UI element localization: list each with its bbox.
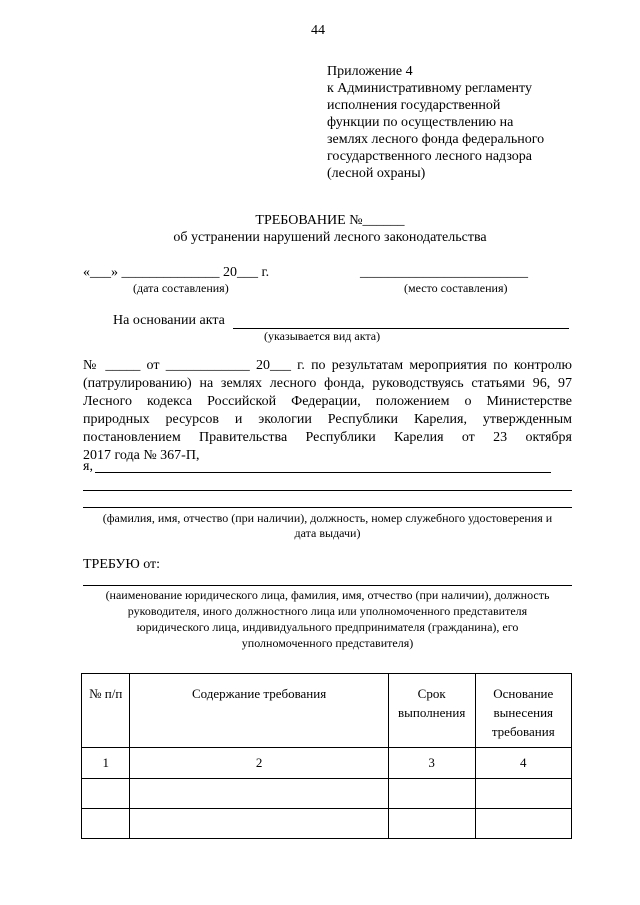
requirements-table — [81, 673, 572, 839]
body-line: 2017 года № 367-П, — [83, 448, 200, 463]
body-paragraph — [83, 357, 572, 465]
header-content: Содержание требования — [130, 674, 388, 748]
table-number-row — [82, 748, 572, 779]
header-basis: Основание вынесения требования — [475, 674, 571, 748]
document-title: ТРЕБОВАНИЕ №______ — [255, 213, 405, 228]
table-row — [82, 779, 572, 809]
table-cell[interactable] — [475, 809, 571, 839]
recipient-caption: юридического лица, индивидуального предпринимателя (гражданина), его — [136, 620, 519, 634]
body-line: (патрулированию) на землях лесного фонда, руководствуясь статьями 96, 97 — [83, 376, 572, 391]
table-cell[interactable] — [130, 809, 388, 839]
date-line: «___» ______________ 20___ г. — [83, 265, 270, 280]
table-cell: 4 — [475, 748, 571, 779]
appendix-line: к Административному регламенту — [327, 81, 532, 96]
appendix-line: (лесной охраны) — [327, 166, 426, 181]
appendix-line: исполнения государственной — [327, 98, 501, 113]
appendix-line: функции по осуществлению на — [327, 115, 514, 130]
table-cell[interactable] — [388, 809, 475, 839]
place-caption: (место составления) — [404, 281, 508, 295]
table-header-row — [82, 674, 572, 748]
recipient-caption: (наименование юридического лица, фамилия, имя, отчество (при наличии), должность — [105, 588, 550, 602]
body-line: Лесного кодекса Российской Федерации, положением о Министерстве — [83, 394, 572, 409]
official-underline-3 — [83, 507, 572, 508]
official-caption: дата выдачи) — [294, 526, 361, 540]
table-cell[interactable] — [130, 779, 388, 809]
demand-label: ТРЕБУЮ от: — [83, 557, 161, 572]
appendix-line: государственного лесного надзора — [327, 149, 532, 164]
table-cell: 3 — [388, 748, 475, 779]
appendix-line: землях лесного фонда федерального — [327, 132, 545, 147]
ya-label: я, — [83, 459, 93, 474]
table-row — [82, 809, 572, 839]
recipient-caption: руководителя, иного должностного лица или уполномоченного представителя — [127, 604, 528, 618]
table-cell[interactable] — [82, 779, 130, 809]
place-line: ________________________ — [360, 265, 528, 280]
body-line: № _____ от ____________ 20___ г. по результатам мероприятия по контролю — [83, 358, 572, 373]
document-subtitle: об устранении нарушений лесного законодательства — [173, 230, 487, 245]
official-underline-2 — [83, 490, 572, 491]
table-cell[interactable] — [475, 779, 571, 809]
table-cell: 2 — [130, 748, 388, 779]
appendix-line: Приложение 4 — [327, 64, 413, 79]
header-deadline: Срок выполнения — [388, 674, 475, 748]
official-caption: (фамилия, имя, отчество (при наличии), должность, номер служебного удостоверения и — [102, 511, 553, 525]
table-cell[interactable] — [388, 779, 475, 809]
table-cell: 1 — [82, 748, 130, 779]
body-line: постановлением Правительства Республики Карелия от 23 октября — [83, 430, 572, 445]
page-number: 44 — [311, 23, 325, 38]
recipient-caption: уполномоченного представителя) — [241, 636, 414, 650]
basis-caption: (указывается вид акта) — [264, 329, 381, 343]
recipient-underline — [83, 585, 572, 586]
header-number: № п/п — [82, 674, 130, 748]
basis-label: На основании акта — [113, 313, 225, 328]
official-underline-1 — [95, 472, 551, 473]
table-cell[interactable] — [82, 809, 130, 839]
body-line: природных ресурсов и экологии Республики Карелия, утвержденным — [83, 412, 572, 427]
date-caption: (дата составления) — [133, 281, 229, 295]
